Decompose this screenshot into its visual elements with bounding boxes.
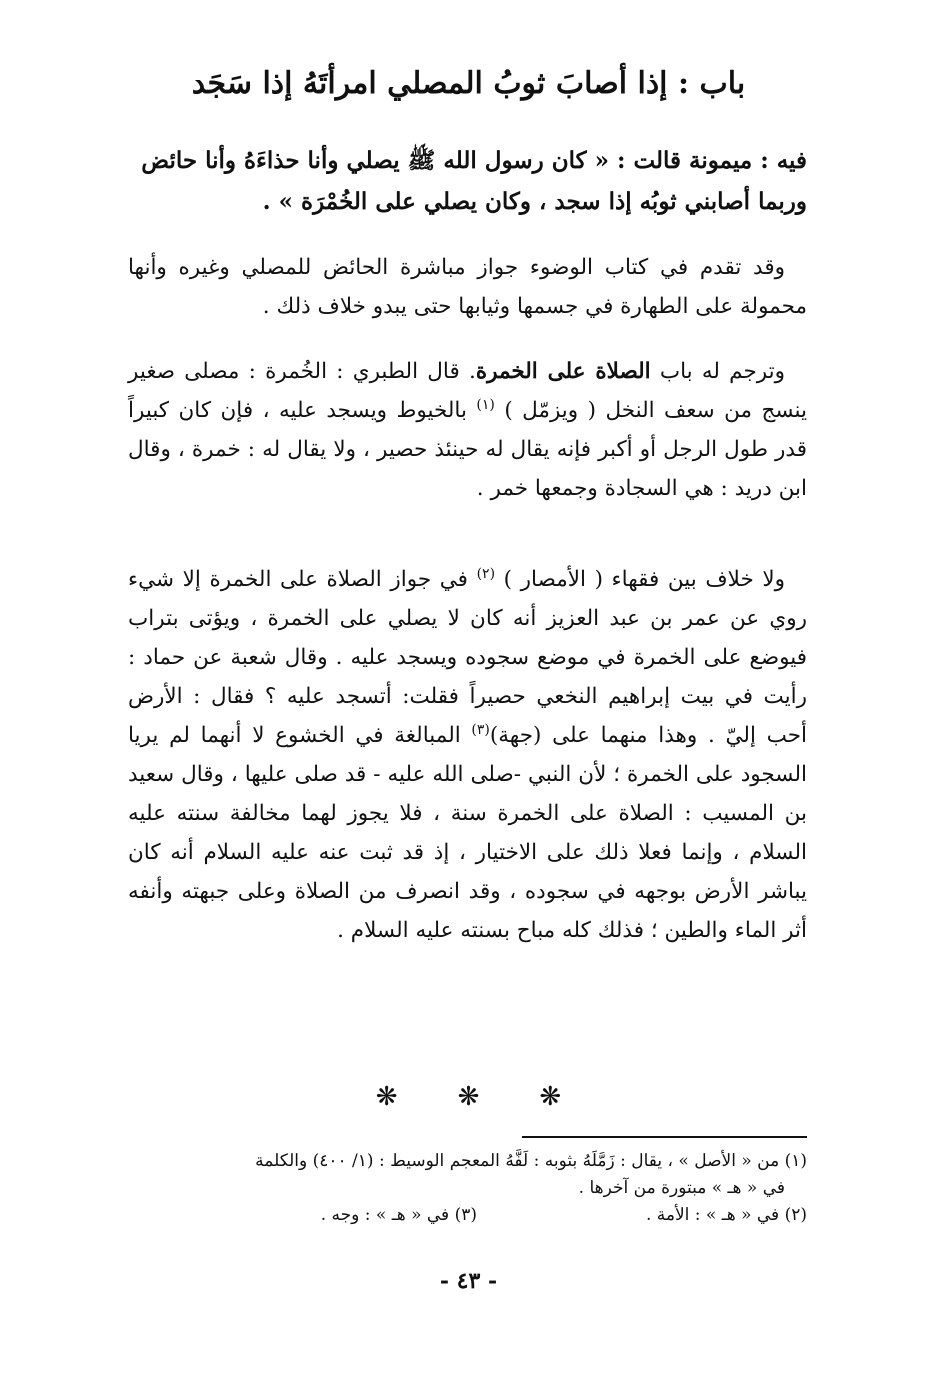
paragraph-text: بالخيوط ويسجد عليه ، فإن كان كبيراً قدر طول الرجل أو أكبر فإنه يقال له حينئذ حصير ، ولا يقال له : خمرة ، وقال ابن دريد : هي السجادة وجمعها خمر . [128,398,807,501]
hadith-line: وربما أصابني ثوبُه إذا سجد ، وكان يصلي على الخُمْرَة » . [262,188,807,215]
footnote-1-continuation: في « هـ » مبتورة من آخرها . [578,1178,785,1198]
paragraph-1 [128,248,807,326]
hadith-text [128,140,807,222]
footnote-ref-2: (٢) [476,565,496,582]
paragraph-3 [128,560,807,950]
footnote-2: (٢) في « هـ » : الأمة . [645,1205,807,1225]
asterism-ornament: ❋ [375,1082,398,1112]
paragraph-text: وترجم له باب [650,359,786,384]
asterism-ornament: ❋ [457,1082,480,1112]
paragraph-text: في جواز الصلاة على الخمرة إلا شيء روي عن عمر بن عبد العزيز أنه كان لا يصلي على الخمرة ، ويؤتى بتراب فيوضع على الخمرة في موضع سجوده ويسجد عليه . وقال شعبة عن حماد : رأيت في بيت إبراهيم النخعي حصيراً فقلت: أتسجد عليه ؟ فقال : الأرض أحب إليّ . وهذا منهما على (جهة) [128,567,807,748]
page-number: - ٤٣ - [439,1268,498,1294]
footnote-ref-1: (١) [476,396,495,413]
footnote-divider [522,1136,807,1138]
paragraph-text: وقد تقدم في كتاب الوضوء جواز مباشرة الحائض للمصلي وغيره وأنها محمولة على الطهارة في جسمها وثيابها حتى يبدو خلاف ذلك . [128,255,807,319]
chapter-title: باب : إذا أصابَ ثوبُ المصلي امرأتَهُ إذا سَجَد [191,66,746,101]
paragraph-2 [128,352,807,508]
footnotes [128,1148,807,1229]
hadith-line: فيه : ميمونة قالت : « كان رسول الله ﷺ يصلي وأنا حذاءَهُ وأنا حائض [141,147,807,174]
footnote-1: (١) من « الأصل » ، يقال : زَمَّلَهُ بثوبه : لَفَّهُ المعجم الوسيط : (١/ ٤٠٠) والكلمة [255,1151,807,1171]
paragraph-text: . قال الطبري : الخُمرة : مصلى صغير ينسج من سعف النخل ( ويزمّل ) [128,359,807,423]
asterism-ornament: ❋ [539,1082,562,1112]
paragraph-text: ولا خلاف بين فقهاء ( الأمصار ) [503,567,785,592]
footnote-3: (٣) في « هـ » : وجه . [320,1205,477,1225]
section-separator [0,1082,937,1112]
bold-chapter-reference: الصلاة على الخمرة [475,359,651,384]
footnote-ref-3: (٣) [471,721,490,738]
paragraph-text: المبالغة في الخشوع لا أنهما لم يريا السجود على الخمرة ؛ لأن النبي -صلى الله عليه - قد صلى عليها ، وقال سعيد بن المسيب : الصلاة على الخمرة سنة ، فلا يجوز لهما مخالفة سنته عليه السلام ، وإنما فعلا ذلك على الاختيار ، إذ قد ثبت عنه عليه السلام أنه كان يباشر الأرض بوجهه في سجوده ، وقد انصرف من الصلاة وعلى جبهته وأنفه أثر الماء والطين ؛ فذلك كله مباح بسنته عليه السلام . [128,723,807,943]
